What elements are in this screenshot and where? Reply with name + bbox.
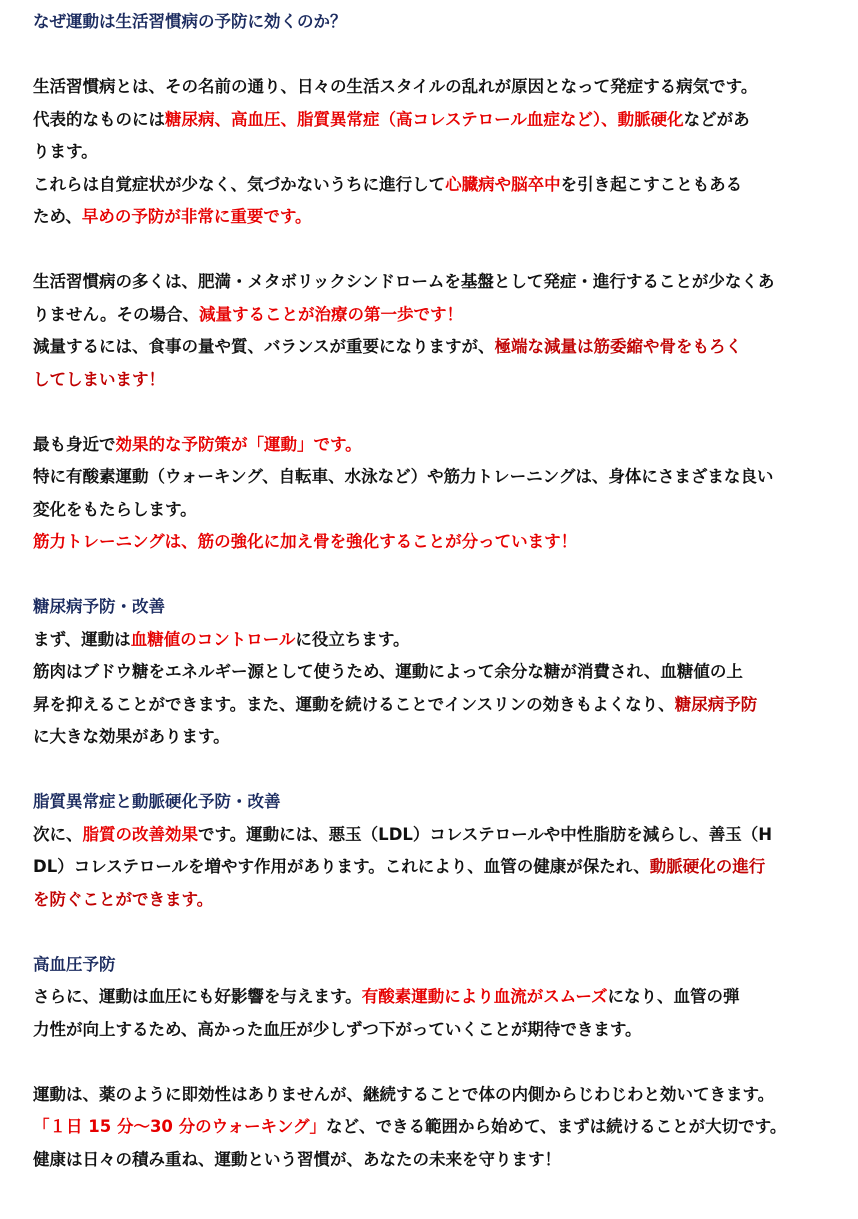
text-line bbox=[33, 104, 828, 137]
emphasis-text: してしまいます！ bbox=[33, 369, 165, 389]
emphasis-text: 早めの予防が非常に重要です。 bbox=[81, 207, 312, 226]
section-heading bbox=[33, 6, 828, 39]
text-line bbox=[33, 721, 828, 754]
emphasis-text: 血糖値のコントロール bbox=[130, 629, 296, 649]
body-text: 生活習慣病とは、その名前の通り、日々の生活スタイルの乱れが原因となって発症する病気です。 bbox=[33, 77, 758, 96]
body-text: 代表的なものには bbox=[33, 109, 165, 129]
blank-line bbox=[33, 234, 828, 267]
emphasis-text: 「１日 15 分～30 分のウォーキング」 bbox=[33, 1117, 327, 1136]
body-text: 最も身近で bbox=[33, 434, 116, 454]
text-line bbox=[33, 201, 828, 234]
body-text: 生活習慣病の多くは、肥満・メタボリックシンドロームを基盤として発症・進行することが少なくあ bbox=[33, 272, 775, 291]
emphasis-text: 脂質の改善効果 bbox=[82, 824, 198, 844]
emphasis-text: 有酸素運動により血流がスムーズ bbox=[361, 987, 608, 1006]
text-line bbox=[33, 884, 828, 917]
blank-line bbox=[33, 1046, 828, 1079]
body-text: などがあ bbox=[683, 109, 750, 129]
text-line bbox=[33, 494, 828, 527]
text-line bbox=[33, 1079, 828, 1112]
text-line bbox=[33, 169, 828, 202]
text-line bbox=[33, 331, 828, 364]
text-line bbox=[33, 1014, 828, 1047]
body-text: DL）コレステロールを増やす作用があります。これにより、血管の健康が保たれ、 bbox=[33, 857, 650, 876]
heading-text: なぜ運動は生活習慣病の予防に効くのか？ bbox=[33, 12, 347, 31]
body-text: まず、運動は bbox=[33, 629, 131, 649]
body-text: 健康は日々の積み重ね、運動という習慣が、あなたの未来を守ります！ bbox=[33, 1149, 561, 1169]
blank-line bbox=[33, 559, 828, 592]
body-text: ります。 bbox=[33, 142, 98, 161]
body-text: これらは自覚症状が少なく、気づかないうちに進行して bbox=[33, 174, 446, 194]
body-text: 力性が向上するため、高かった血圧が少しずつ下がっていくことが期待できます。 bbox=[33, 1019, 642, 1039]
emphasis-text: を防ぐことができます。 bbox=[33, 889, 214, 909]
body-text: に役立ちます。 bbox=[295, 629, 410, 649]
body-text: 筋肉はブドウ糖をエネルギー源として使うため、運動によって余分な糖が消費され、血糖値の上 bbox=[33, 662, 743, 681]
body-text: です。運動には、悪玉（LDL）コレステロールや中性脂肪を減らし、善玉（H bbox=[198, 824, 773, 844]
emphasis-text: 心臓病や脳卒中 bbox=[445, 174, 561, 194]
emphasis-text: 動脈硬化の進行 bbox=[649, 857, 766, 876]
text-line bbox=[33, 266, 828, 299]
blank-line bbox=[33, 916, 828, 949]
section-heading bbox=[33, 591, 828, 624]
section-heading bbox=[33, 949, 828, 982]
blank-line bbox=[33, 39, 828, 72]
text-line bbox=[33, 364, 828, 397]
text-line bbox=[33, 851, 828, 884]
blank-line bbox=[33, 754, 828, 787]
text-line bbox=[33, 656, 828, 689]
body-text: になり、血管の弾 bbox=[607, 987, 740, 1006]
body-text: を引き起こすこともある bbox=[560, 174, 743, 194]
text-line bbox=[33, 819, 828, 852]
text-line bbox=[33, 624, 828, 657]
text-line bbox=[33, 1144, 828, 1177]
text-line bbox=[33, 136, 828, 169]
body-text: 特に有酸素運動（ウォーキング、自転車、水泳など）や筋力トレーニングは、身体にさまざまな良い bbox=[33, 467, 774, 486]
text-line bbox=[33, 1111, 828, 1144]
body-text: 次に、 bbox=[33, 824, 83, 844]
heading-text: 高血圧予防 bbox=[33, 954, 116, 974]
body-text: に大きな効果があります。 bbox=[33, 727, 230, 746]
emphasis-text: 糖尿病予防 bbox=[674, 694, 758, 714]
body-text: ため、 bbox=[33, 207, 82, 226]
text-line bbox=[33, 429, 828, 462]
emphasis-text: 極端な減量は筋委縮や骨をもろく bbox=[494, 337, 743, 356]
body-text: りません。その場合、 bbox=[33, 304, 199, 324]
emphasis-text: 筋力トレーニングは、筋の強化に加え骨を強化することが分っています！ bbox=[33, 532, 578, 551]
text-line bbox=[33, 981, 828, 1014]
body-text: 運動は、薬のように即効性はありませんが、継続することで体の内側からじわじわと効いてきます。 bbox=[33, 1084, 775, 1104]
text-line bbox=[33, 461, 828, 494]
text-line bbox=[33, 689, 828, 722]
body-text: 変化をもたらします。 bbox=[33, 499, 197, 519]
body-text: 減量するには、食事の量や質、バランスが重要になりますが、 bbox=[33, 337, 495, 356]
body-text: など、できる範囲から始めて、まずは続けることが大切です。 bbox=[326, 1117, 787, 1136]
section-heading bbox=[33, 786, 828, 819]
body-text: さらに、運動は血圧にも好影響を与えます。 bbox=[33, 987, 362, 1006]
heading-text: 糖尿病予防・改善 bbox=[33, 597, 165, 616]
blank-line bbox=[33, 396, 828, 429]
text-line bbox=[33, 299, 828, 332]
body-text: 昇を抑えることができます。また、運動を続けることでインスリンの効きもよくなり、 bbox=[33, 694, 675, 714]
text-line bbox=[33, 71, 828, 104]
heading-text: 脂質異常症と動脈硬化予防・改善 bbox=[33, 792, 281, 811]
emphasis-text: 減量することが治療の第一歩です！ bbox=[199, 304, 463, 324]
emphasis-text: 糖尿病、高血圧、脂質異常症（高コレステロール血症など）、動脈硬化 bbox=[165, 109, 684, 129]
emphasis-text: 効果的な予防策が「運動」です。 bbox=[115, 434, 362, 454]
text-line bbox=[33, 526, 828, 559]
